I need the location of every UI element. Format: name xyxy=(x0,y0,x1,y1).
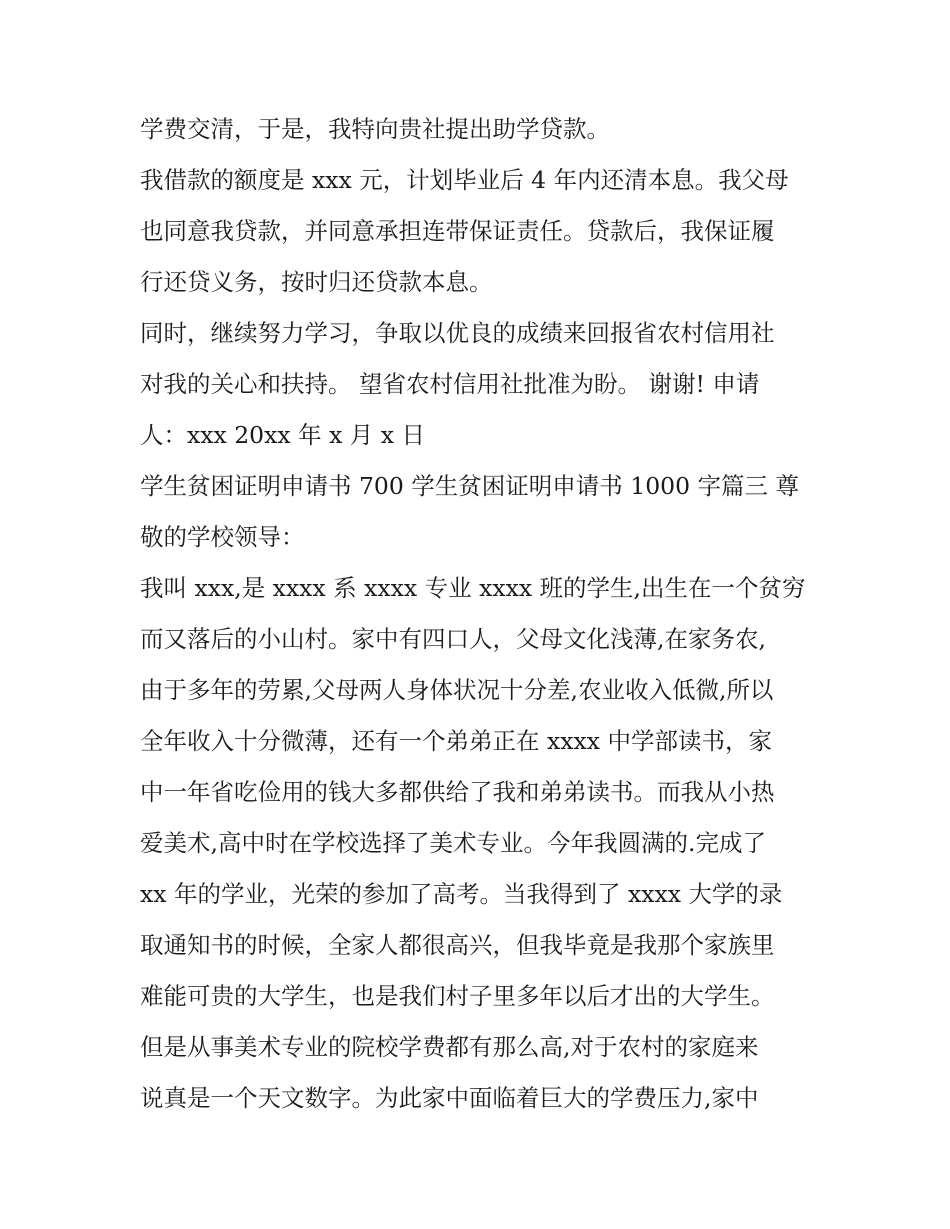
text-line: 行还贷义务，按时归还贷款本息。 xyxy=(140,268,493,296)
text-line: 说真是一个天文数字。为此家中面临着巨大的学费压力,家中 xyxy=(140,1084,759,1112)
text-line: 敬的学校领导： xyxy=(140,523,305,551)
text-line: 学费交清，于是，我特向贵社提出助学贷款。 xyxy=(140,115,610,143)
text-line: xx 年的学业，光荣的参加了高考。当我得到了 xxxx 大学的录 xyxy=(140,880,783,908)
text-line: 我叫 xxx,是 xxxx 系 xxxx 专业 xxxx 班的学生,出生在一个贫穷 xyxy=(140,574,806,602)
text-line: 对我的关心和扶持。 望省农村信用社批准为盼。 谢谢! 申请 xyxy=(140,370,760,398)
text-line: 也同意我贷款，并同意承担连带保证责任。贷款后，我保证履 xyxy=(140,217,775,245)
text-line: 取通知书的时候，全家人都很高兴，但我毕竟是我那个家族里 xyxy=(140,931,775,959)
text-line: 由于多年的劳累,父母两人身体状况十分差,农业收入低微,所以 xyxy=(140,676,774,704)
text-line: 但是从事美术专业的院校学费都有那么高,对于农村的家庭来 xyxy=(140,1033,759,1061)
text-line: 全年收入十分微薄，还有一个弟弟正在 xxxx 中学部读书，家 xyxy=(140,727,772,755)
text-line: 中一年省吃俭用的钱大多都供给了我和弟弟读书。而我从小热 xyxy=(140,778,775,806)
text-line: 而又落后的小山村。家中有四口人，父母文化浅薄,在家务农, xyxy=(140,625,766,653)
text-line: 同时，继续努力学习，争取以优良的成绩来回报省农村信用社 xyxy=(140,319,775,347)
document-body xyxy=(140,104,820,1124)
text-line: 人：xxx 20xx 年 x 月 x 日 xyxy=(140,421,425,449)
text-line: 爱美术,高中时在学校选择了美术专业。今年我圆满的.完成了 xyxy=(140,829,766,857)
text-line: 学生贫困证明申请书 700 学生贫困证明申请书 1000 字篇三 尊 xyxy=(140,472,800,500)
text-line: 我借款的额度是 xxx 元，计划毕业后 4 年内还清本息。我父母 xyxy=(140,166,789,194)
text-line: 难能可贵的大学生，也是我们村子里多年以后才出的大学生。 xyxy=(140,982,775,1010)
